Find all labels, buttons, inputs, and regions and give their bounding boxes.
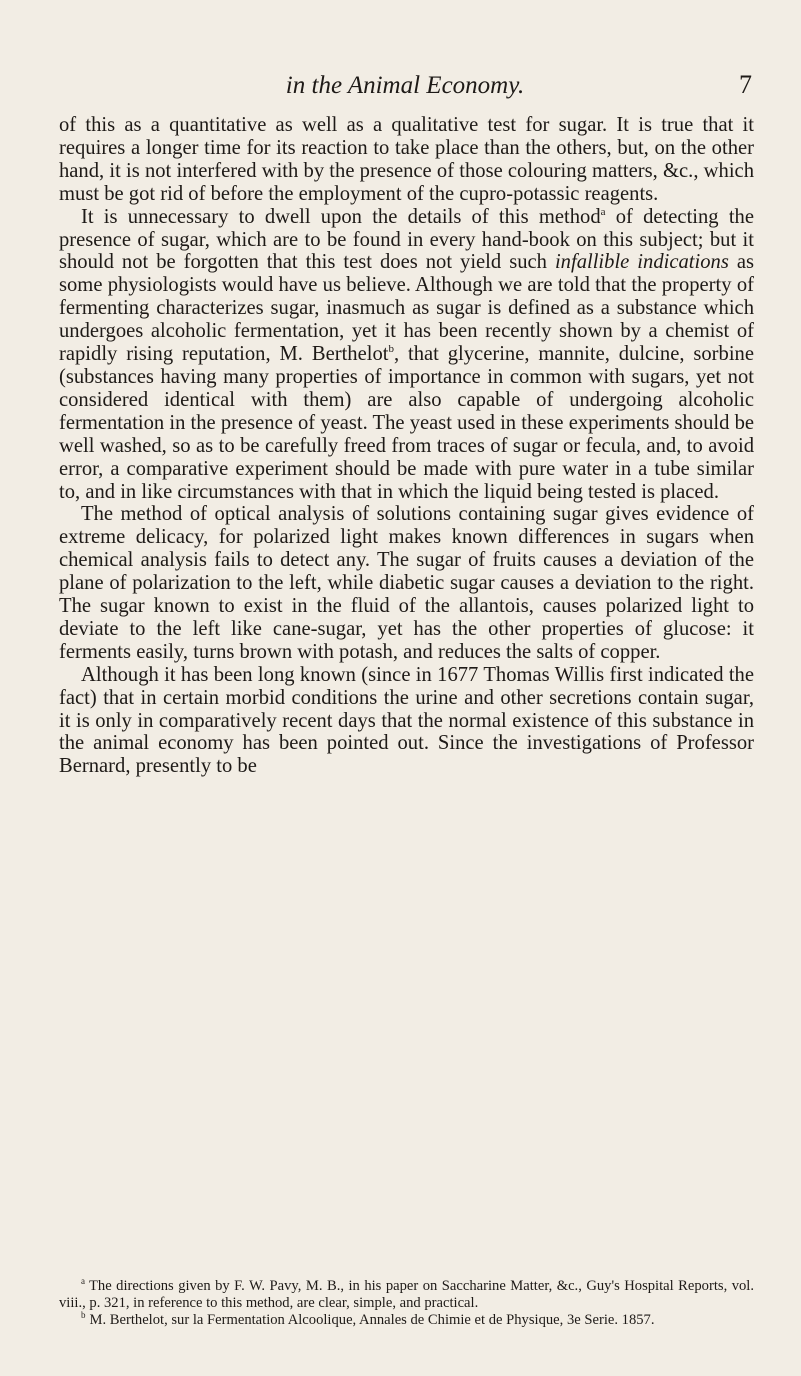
- paragraph-text: as some physiologists would have us believe. Although we are told that the property of fermenting characterizes sugar, inasmuch as sugar is defined as a substance which undergoes alcoholic fermentation, yet it has been recently shown by a chemist of rapidly rising reputation, M. Berthelot: [59, 251, 754, 366]
- running-head: [60, 68, 750, 108]
- paragraph: [59, 206, 754, 504]
- paragraph: [59, 114, 754, 206]
- paragraph-text: of this as a quantitative as well as a qualitative test for sugar. It is true that it requires a longer time for its reaction to take place than the others, but, on the other hand, it is not interfered with by the presence of those colouring matters, &c., which must be got rid of before the employment of the cupro-potassic reagents.: [59, 114, 754, 205]
- footnote-ref: a: [600, 205, 606, 218]
- page-number: 7: [739, 70, 752, 99]
- paragraph: [59, 503, 754, 663]
- body-text: [59, 114, 754, 778]
- paragraph-text: Although it has been long known (since in 1677 Thomas Willis first indicated the fact) that in certain morbid conditions the urine and other secretions contain sugar, it is only in comparatively recent days that the normal existence of this substance in the animal economy has been pointed out. Since the investigations of Professor Bernard, presently to be: [59, 663, 754, 778]
- paragraph-text: , that glycerine, mannite, dulcine, sorbine (substances having many properties of importance in common with sugars, yet not considered identical with them) are also capable of undergoing alcoholic fermentation in the presence of yeast. The yeast used in these experiments should be well washed, so as to be carefully freed from traces of sugar or fecula, and, to avoid error, a comparative experiment should be made with pure water in a tube similar to, and in like circumstances with that in which the liquid being tested is placed.: [59, 343, 755, 503]
- paragraph-text: It is unnecessary to dwell upon the details of this method: [81, 205, 601, 228]
- footnote-ref: b: [388, 343, 394, 356]
- paragraph-text: of detecting the presence of sugar, which are to be found in every hand-book on this subject; but it should not be forgotten that this test does not yield such: [59, 205, 754, 274]
- footnote-text: The directions given by F. W. Pavy, M. B., in his paper on Saccharine Matter, &c., Guy's Hospital Reports, vol. viii., p. 321, in reference to this method, are clear, simple, and practical.: [59, 1278, 754, 1311]
- running-title: in the Animal Economy.: [285, 72, 525, 99]
- paragraph-text: The method of optical analysis of solutions containing sugar gives evidence of extreme delicacy, for polarized light makes known differences in sugars when chemical analysis fails to detect any. The sugar of fruits causes a deviation of the plane of polarization to the left, while diabetic sugar causes a deviation to the right. The sugar known to exist in the fluid of the allantois, causes polarized light to deviate to the left like cane-sugar, yet has the other properties of glucose: it ferments easily, turns brown with potash, and reduces the salts of copper.: [59, 503, 754, 663]
- emphasis-text: infallible indications: [554, 251, 729, 274]
- footnote: [59, 1278, 754, 1312]
- paragraph: [59, 664, 754, 779]
- footnotes: [59, 1278, 754, 1329]
- footnote-marker: a: [81, 1276, 85, 1287]
- footnote-text: M. Berthelot, sur la Fermentation Alcoolique, Annales de Chimie et de Physique, 3e Serie. 1857.: [89, 1312, 655, 1328]
- footnote-marker: b: [81, 1310, 86, 1321]
- footnote: [59, 1312, 754, 1329]
